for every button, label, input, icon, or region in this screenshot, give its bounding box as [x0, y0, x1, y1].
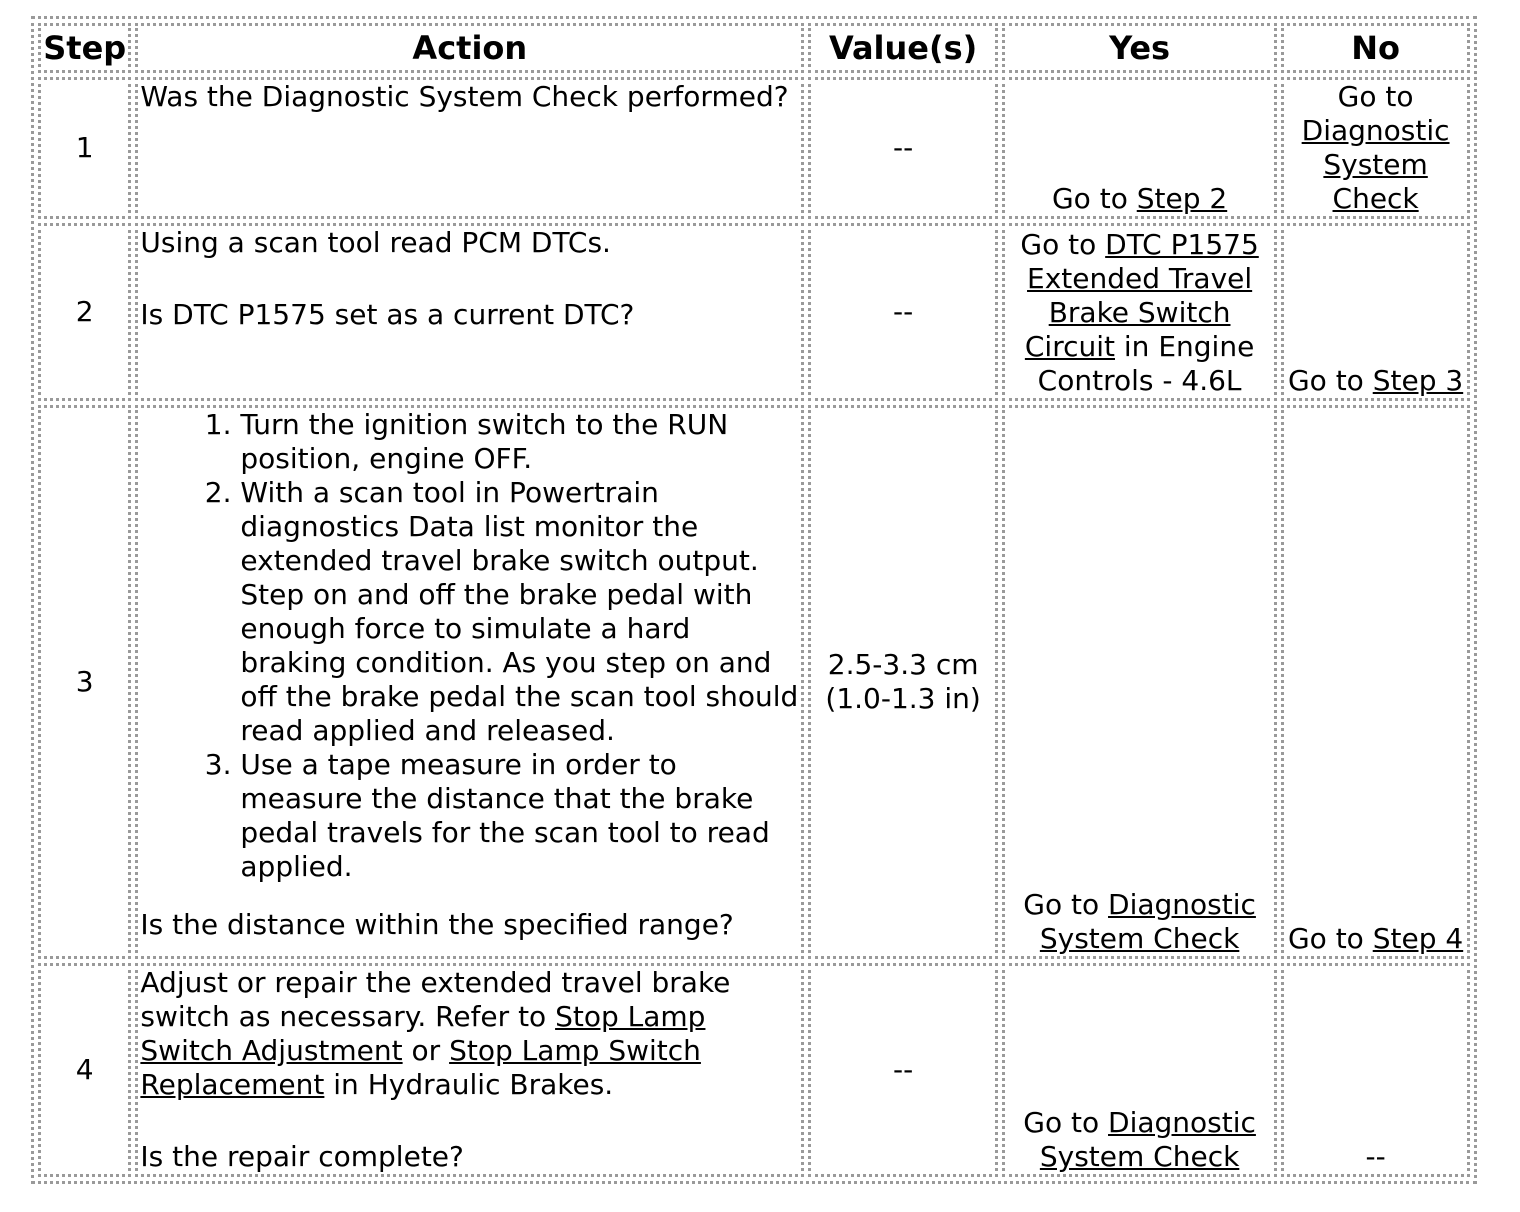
header-action: Action — [135, 23, 804, 73]
header-values: Value(s) — [808, 23, 998, 73]
list-item: 3. Use a tape measure in order to measure the distance that the brake pedal travels for the scan tool to read applied. — [240, 748, 799, 884]
yes-cell — [1002, 963, 1277, 1177]
table-row — [38, 963, 1470, 1177]
header-row — [38, 23, 1470, 73]
action-cell — [135, 223, 804, 401]
no-cell — [1281, 223, 1470, 401]
spacer — [140, 260, 799, 298]
value-cell — [808, 405, 998, 959]
spacer — [140, 1102, 799, 1140]
list-item: 2. With a scan tool in Powertrain diagnostics Data list monitor the extended travel brake switch output. Step on and off the brake pedal with enough force to simulate a hard braking condition. As you step on and off the brake pedal the scan tool should read applied and released. — [240, 476, 799, 748]
link-step-4[interactable]: Step 4 — [1372, 922, 1464, 955]
value-cell: -- — [808, 963, 998, 1177]
table-row — [38, 223, 1470, 401]
step-number: 2 — [38, 223, 131, 401]
table-row — [38, 405, 1470, 959]
table-row — [38, 77, 1470, 219]
spacer — [140, 884, 799, 908]
header-no: No — [1281, 23, 1470, 73]
action-text — [140, 966, 799, 1102]
yes-cell — [1002, 405, 1277, 959]
yes-cell — [1002, 223, 1277, 401]
link-diagnostic-system-check[interactable]: Diagnostic System Check — [1039, 888, 1256, 955]
link-diagnostic-system-check[interactable]: Diagnostic System Check — [1301, 114, 1450, 215]
link-step-3[interactable]: Step 3 — [1372, 364, 1464, 397]
action-question: Is DTC P1575 set as a current DTC? — [140, 298, 635, 331]
no-prefix: Go to — [1287, 922, 1373, 955]
action-cell — [135, 77, 804, 219]
no-cell — [1281, 77, 1470, 219]
step-number: 1 — [38, 77, 131, 219]
action-cell — [135, 963, 804, 1177]
diagnostic-document — [31, 16, 1477, 1184]
step-number: 4 — [38, 963, 131, 1177]
action-text-part: Adjust or repair the extended travel brake switch as necessary. Refer to — [140, 966, 731, 1033]
no-cell: -- — [1281, 963, 1470, 1177]
yes-prefix: Go to — [1023, 888, 1109, 921]
link-stop-lamp-switch-adjustment[interactable]: Stop Lamp Switch Adjustment — [140, 1000, 706, 1067]
action-text-part: or — [402, 1034, 450, 1067]
no-prefix: Go to — [1337, 80, 1414, 113]
yes-cell — [1002, 77, 1277, 219]
link-stop-lamp-switch-replacement[interactable]: Stop Lamp Switch Replacement — [140, 1034, 701, 1101]
procedure-list — [140, 408, 799, 884]
value-cell: -- — [808, 223, 998, 401]
no-cell — [1281, 405, 1470, 959]
value-imperial: (1.0-1.3 in) — [825, 682, 981, 715]
yes-suffix: in Engine Controls - 4.6L — [1037, 330, 1255, 397]
action-question: Is the distance within the specified range? — [140, 908, 734, 941]
header-yes: Yes — [1002, 23, 1277, 73]
no-prefix: Go to — [1287, 364, 1373, 397]
value-metric: 2.5-3.3 cm — [827, 648, 979, 681]
action-question: Is the repair complete? — [140, 1140, 464, 1173]
yes-prefix: Go to — [1020, 228, 1106, 261]
action-cell — [135, 405, 804, 959]
list-item: 1. Turn the ignition switch to the RUN position, engine OFF. — [240, 408, 799, 476]
value-cell: -- — [808, 77, 998, 219]
diagnostic-table — [31, 16, 1477, 1184]
action-text-part: in Hydraulic Brakes. — [324, 1068, 614, 1101]
header-step: Step — [38, 23, 131, 73]
yes-prefix: Go to — [1023, 1106, 1109, 1139]
link-step-2[interactable]: Step 2 — [1136, 182, 1228, 215]
step-number: 3 — [38, 405, 131, 959]
action-text: Was the Diagnostic System Check performed? — [140, 80, 789, 113]
action-text: Using a scan tool read PCM DTCs. — [140, 226, 611, 259]
yes-prefix: Go to — [1051, 182, 1137, 215]
link-diagnostic-system-check[interactable]: Diagnostic System Check — [1039, 1106, 1256, 1173]
link-dtc-p1575[interactable]: DTC P1575 Extended Travel Brake Switch Circuit — [1024, 228, 1259, 363]
